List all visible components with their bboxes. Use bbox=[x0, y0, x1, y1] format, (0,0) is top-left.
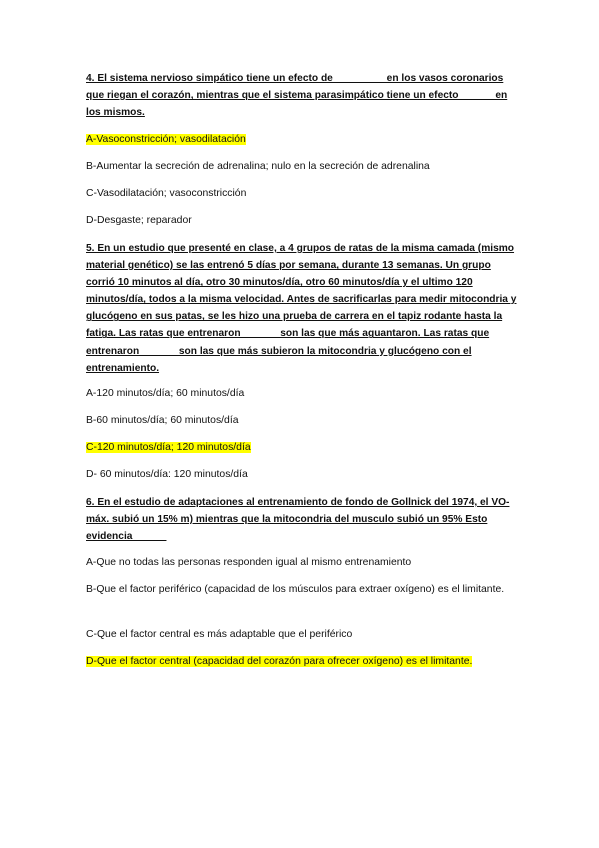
question-6-prompt: 6. En el estudio de adaptaciones al entrenamiento de fondo de Gollnick del 1974, el VO-máx. subió un 15% m) mientras que la mitocondria del musculo subió un 95% Esto evidencia______ bbox=[86, 497, 510, 543]
question-6-option-d bbox=[86, 653, 518, 670]
question-5-option-c bbox=[86, 439, 518, 456]
question-6-option-b: B-Que el factor periférico (capacidad de los músculos para extraer oxígeno) es el limitante. bbox=[86, 584, 505, 595]
question-5-prompt: 5. En un estudio que presenté en clase, a 4 grupos de ratas de la misma camada (mismo material genético) se las entrenó 5 días por semana, durante 13 semanas. Un grupo corrió 10 minutos al día, otro 30 minutos/día, otro 60 minutos/día y el ultimo 120 minutos/día, todos a la misma velocidad. Antes de sacrificarlas para medir mitocondria y glucógeno en sus patas, se les hizo una prueba de carrera en el tapiz rodante hasta la fatiga. Las ratas que entrenaron_______son las que más aguantaron. Las ratas que entrenaron_______son las que más subieron la mitocondria y glucógeno con el entrenamiento. bbox=[86, 243, 517, 374]
question-5-option-d: D- 60 minutos/día: 120 minutos/día bbox=[86, 469, 248, 480]
question-4-option-a bbox=[86, 131, 518, 148]
highlighted-answer: D-Que el factor central (capacidad del corazón para ofrecer oxígeno) es el limitante. bbox=[86, 656, 473, 667]
question-4-option-d: D-Desgaste; reparador bbox=[86, 215, 192, 226]
question-6-option-c: C-Que el factor central es más adaptable que el periférico bbox=[86, 629, 353, 640]
highlighted-answer: A-Vasoconstricción; vasodilatación bbox=[86, 134, 246, 145]
question-5-option-a: A-120 minutos/día; 60 minutos/día bbox=[86, 388, 245, 399]
question-4-option-b: B-Aumentar la secreción de adrenalina; nulo en la secreción de adrenalina bbox=[86, 161, 430, 172]
question-6-option-a: A-Que no todas las personas responden igual al mismo entrenamiento bbox=[86, 557, 412, 568]
question-4-prompt: 4. El sistema nervioso simpático tiene un efecto de _________en los vasos coronarios que riegan el corazón, mientras que el sistema parasimpático tiene un efecto______ en los mismos. bbox=[86, 73, 508, 119]
highlighted-answer: C-120 minutos/día; 120 minutos/día bbox=[86, 442, 251, 453]
question-5-option-b: B-60 minutos/día; 60 minutos/día bbox=[86, 415, 239, 426]
question-4-option-c: C-Vasodilatación; vasoconstricción bbox=[86, 188, 247, 199]
